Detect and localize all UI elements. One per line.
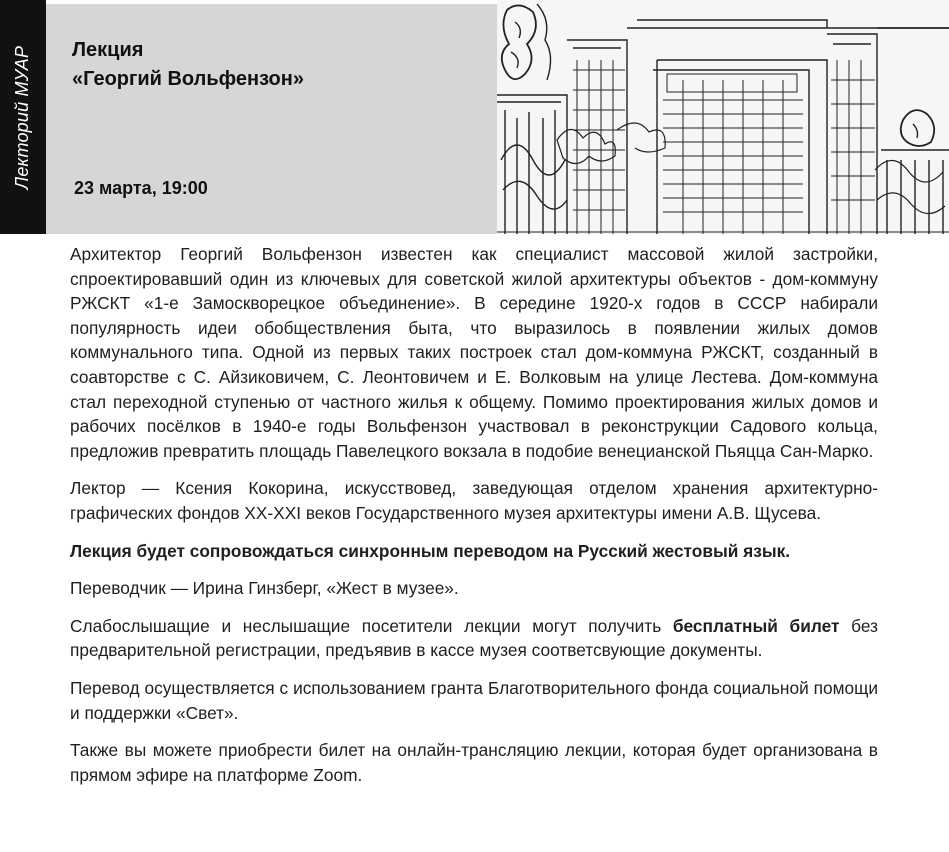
event-date: 23 марта, 19:00 <box>74 178 208 198</box>
event-title <box>72 36 304 94</box>
grant-paragraph: Перевод осуществляется с использованием гранта Благотворительного фонда социальной помощи и поддержки «Свет». <box>70 677 878 723</box>
architecture-sketch-image <box>497 0 949 234</box>
lecturer-paragraph: Лектор — Ксения Кокорина, искусствовед, заведующая отделом хранения архитектурно-графических фондов XX-XXI веков Государственного музея архитектуры имени А.В. Щусева. <box>70 478 878 523</box>
event-description <box>70 242 878 800</box>
event-title-line1: Лекция <box>72 39 144 61</box>
event-header <box>46 4 497 234</box>
online-ticket-paragraph: Также вы можете приобрести билет на онлайн-трансляцию лекции, которая будет организована в прямом эфире на платформе Zoom. <box>70 740 878 785</box>
free-ticket-text-before: Слабослышащие и неслышащие посетители лекции могут получить <box>70 615 673 636</box>
free-ticket-highlight: бесплатный билет <box>672 615 840 636</box>
sidebar-tab <box>0 0 46 234</box>
sidebar-label: Лекторий МУАР <box>12 45 33 189</box>
free-ticket-paragraph <box>70 614 878 663</box>
interpreter-paragraph: Переводчик — Ирина Гинзберг, «Жест в музее». <box>70 578 459 599</box>
description-paragraph: Архитектор Георгий Вольфензон известен как специалист массовой жилой застройки, спроектировавший один из ключевых для советской жилой архитектуры объектов - дом-коммуну РЖСКТ «1-е Замоскворецкое объединение». В середине 1920-х годов в СССР набирали популярность идеи обобществления быта, что выразилось в появлении жилых домов коммунального типа. Одной из первых таких построек стал дом-коммуна РЖСКТ, созданный в соавторстве с С. Айзиковичем, С. Леонтовичем и Е. Волковым на улице Лестева. Дом-коммуна стал переходной ступенью от частного жилья к общему. Помимо проектирования жилых домов и рабочих посёлков в 1940-е годы Вольфензон участвовал в реконструкции Садового кольца, предложив превратить площадь Павелецкого вокзала в подобие венецианской Пьяцца Сан-Марко. <box>70 244 878 461</box>
event-title-line2: «Георгий Вольфензон» <box>72 68 304 90</box>
sign-language-note: Лекция будет сопровождаться синхронным переводом на Русский жестовый язык. <box>70 540 791 561</box>
free-ticket-text-after: без предварительной регистрации, предъявив в кассе музея соответсвующие документы. <box>70 615 878 661</box>
